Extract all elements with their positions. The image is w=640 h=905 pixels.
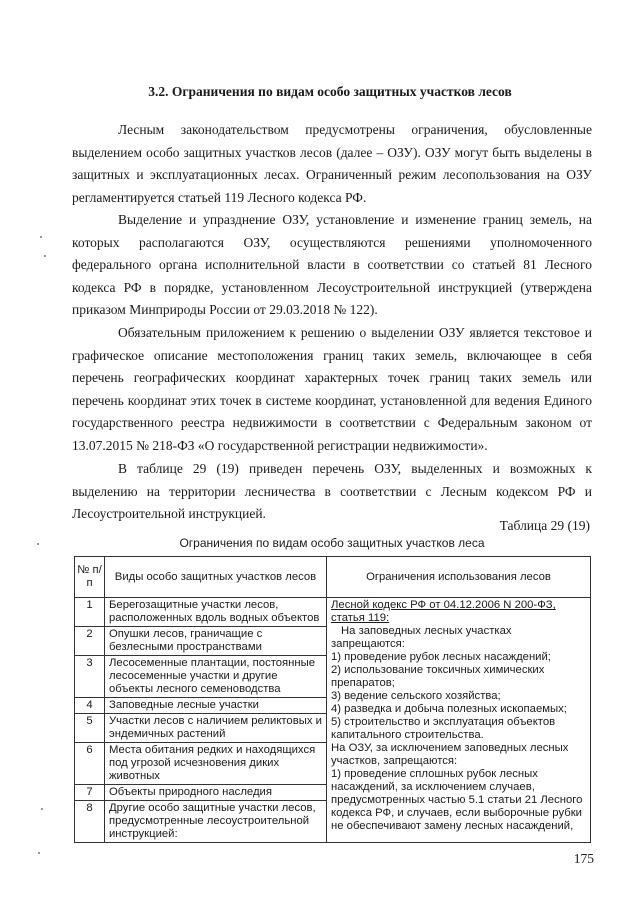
restrictions-cell <box>327 598 591 843</box>
paragraph-4: В таблице 29 (19) приведен перечень ОЗУ, выделенных и возможных к выделению на территории лесничества в соответствии с Лесным кодексом РФ и Лесоустроительной инструкцией. <box>72 461 592 522</box>
row-type: Лесосеменные плантации, постоянные лесосеменные участки и другие объекты лесного семеноводства <box>105 656 327 698</box>
restriction-line: На заповедных лесных участках запрещаются: <box>331 625 512 650</box>
row-num: 3 <box>75 656 105 698</box>
restriction-line: 5) строительство и эксплуатация объектов капитального строительства. <box>331 716 556 741</box>
scan-speck <box>41 808 43 810</box>
restriction-line: 4) разведка и добыча полезных ископаемых; <box>331 703 567 715</box>
row-type: Другие особо защитные участки лесов, предусмотренные лесоустроительной инструкцией: <box>105 801 327 843</box>
table-row <box>75 598 591 627</box>
header-restrictions: Ограничения использования лесов <box>327 557 591 598</box>
scan-speck <box>40 236 42 238</box>
table-header-row <box>75 557 591 598</box>
header-num: № п/п <box>75 557 105 598</box>
paragraph-3: Обязательным приложением к решению о выделении ОЗУ является текстовое и графическое описание местоположения границ таких земель, включающее в себя перечень географических координат характерных точек границ таких земель или перечень координат этих точек в системе координат, установленной для ведения Единого государственного реестра недвижимости в соответствии с Федеральным законом от 13.07.2015 № 218-ФЗ «О государственной регистрации недвижимости». <box>72 325 592 453</box>
restrictions-table <box>74 556 591 843</box>
table-title: Ограничения по видам особо защитных участков леса <box>179 536 485 550</box>
scan-speck <box>44 255 46 257</box>
row-type: Объекты природного наследия <box>105 785 327 801</box>
table-number: Таблица 29 (19) <box>499 518 590 533</box>
row-num: 6 <box>75 743 105 785</box>
row-type: Места обитания редких и находящихся под угрозой исчезновения диких животных <box>105 743 327 785</box>
scan-speck <box>37 543 39 545</box>
row-type: Заповедные лесные участки <box>105 698 327 714</box>
paragraph-1: Лесным законодательством предусмотрены ограничения, обусловленные выделением особо защитных участков лесов (далее – ОЗУ). ОЗУ могут быть выделены в защитных и эксплуатационных лесах. Ограниченный режим лесопользования на ОЗУ регламентируется статьей 119 Лесного кодекса РФ. <box>72 122 592 205</box>
row-num: 2 <box>75 627 105 656</box>
row-type: Участки лесов с наличием реликтовых и эндемичных растений <box>105 714 327 743</box>
restriction-line: 3) ведение сельского хозяйства; <box>331 690 501 702</box>
page-number: 175 <box>573 851 594 866</box>
row-type: Берегозащитные участки лесов, расположенных вдоль водных объектов <box>105 598 327 627</box>
restriction-line: На ОЗУ, за исключением заповедных лесных участков, запрещаются: <box>331 742 569 767</box>
paragraph-2: Выделение и упразднение ОЗУ, установление и изменение границ земель, на которых располагаются ОЗУ, осуществляются решениями уполномоченного федерального органа исполнительной власти в соответствии со статьей 81 Лесного кодекса РФ в порядке, установленном Лесоустроительной инструкцией (утверждена приказом Минприроды России от 29.03.2018 № 122). <box>72 212 592 318</box>
row-num: 7 <box>75 785 105 801</box>
scan-speck <box>38 852 40 854</box>
restriction-line: 2) использование токсичных химических препаратов; <box>331 664 545 689</box>
row-type: Опушки лесов, граничащие с безлесными пространствами <box>105 627 327 656</box>
restriction-line: Лесной кодекс РФ от 04.12.2006 N 200-ФЗ, статья 119: <box>331 599 556 624</box>
row-num: 8 <box>75 801 105 843</box>
row-num: 5 <box>75 714 105 743</box>
row-num: 4 <box>75 698 105 714</box>
restriction-line: 1) проведение сплошных рубок лесных насаждений, за исключением случаев, предусмотренных частью 5.1 статьи 21 Лесного кодекса РФ, и случаев, если выборочные рубки не обеспечивают замену лесных насаждений, <box>331 768 583 832</box>
section-heading: 3.2. Ограничения по видам особо защитных участков лесов <box>148 84 512 99</box>
row-num: 1 <box>75 598 105 627</box>
header-type: Виды особо защитных участков лесов <box>105 557 327 598</box>
restriction-line: 1) проведение рубок лесных насаждений; <box>331 651 551 663</box>
